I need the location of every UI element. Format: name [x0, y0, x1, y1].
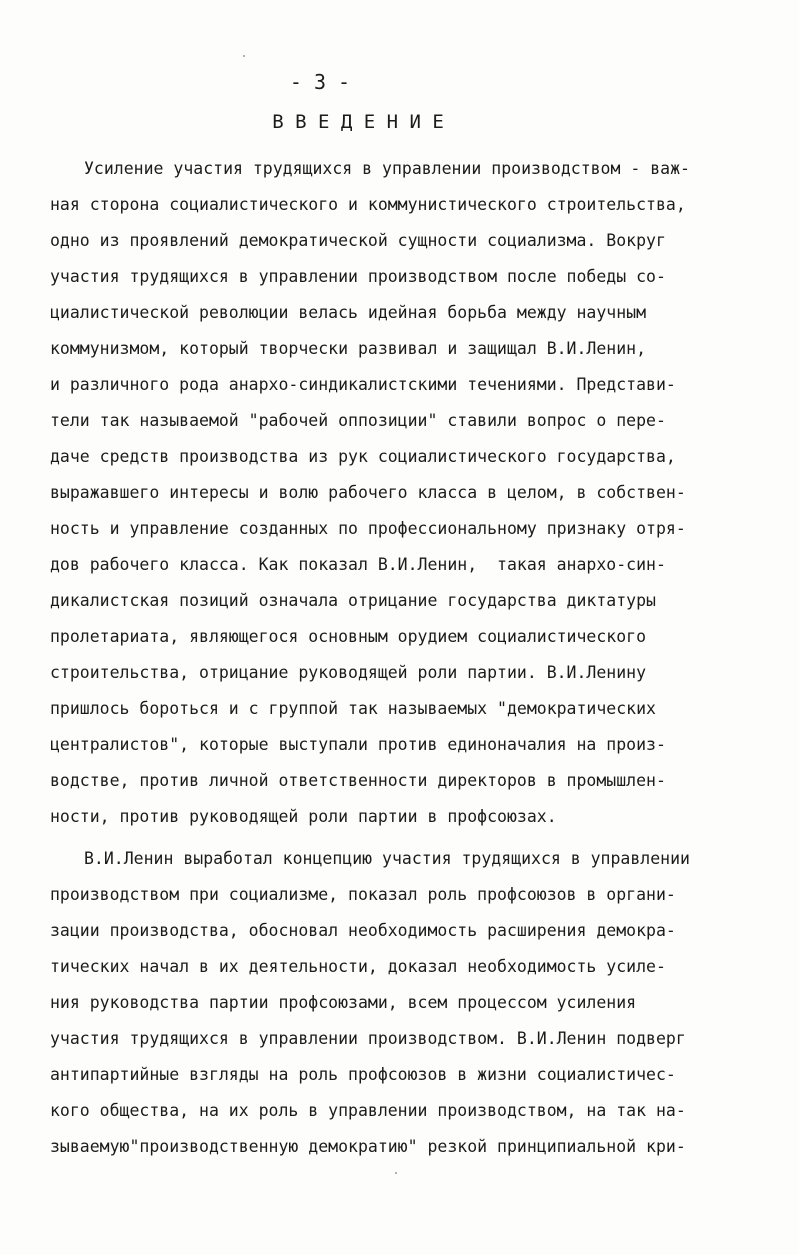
text-line: выражавшего интересы и волю рабочего класса в целом, в собствен-: [50, 483, 686, 502]
text-line: пролетариата, являющегося основным орудием социалистического: [50, 627, 647, 646]
text-line: циалистической революции велась идейная борьба между научным: [50, 303, 647, 322]
text-line: участия трудящихся в управлении производством. В.И.Ленин подверг: [50, 1029, 686, 1048]
text-line: одно из проявлений демократической сущности социализма. Вокруг: [50, 231, 666, 250]
text-line: тели так называемой "рабочей оппозиции" ставили вопрос о пере-: [50, 411, 666, 430]
text-line: даче средств производства из рук социалистического государства,: [50, 447, 676, 466]
text-line: ния руководства партии профсоюзами, всем процессом усиления: [50, 993, 637, 1012]
text-line: ная сторона социалистического и коммунистического строительства,: [50, 195, 686, 214]
text-line: зации производства, обосновал необходимость расширения демокра-: [50, 921, 676, 940]
paper-speck: [395, 1172, 397, 1174]
section-heading: В В Е Д Е Н И Е: [272, 111, 444, 133]
paper-speck: [243, 55, 245, 57]
text-line: централистов", которые выступали против единоначалия на произ-: [50, 735, 666, 754]
text-line: тических начал в их деятельности, доказал необходимость усиле-: [50, 957, 666, 976]
text-line: коммунизмом, который творчески развивал и защищал В.И.Ленин,: [50, 339, 647, 358]
text-line: участия трудящихся в управлении производством после победы со-: [50, 267, 666, 286]
text-line: В.И.Ленин выработал концепцию участия трудящихся в управлении: [84, 849, 690, 868]
text-line: водстве, против личной ответственности директоров в промышлен-: [50, 771, 666, 790]
text-line: Усиление участия трудящихся в управлении производством - важ-: [84, 159, 690, 178]
text-line: дов рабочего класса. Как показал В.И.Ленин, такая анархо-син-: [50, 555, 666, 574]
text-line: производством при социализме, показал роль профсоюзов в органи-: [50, 885, 676, 904]
text-line: ности, против руководящей роли партии в профсоюзах.: [50, 807, 557, 826]
page-number: - 3 -: [289, 70, 351, 94]
text-line: ность и управление созданных по профессиональному признаку отря-: [50, 519, 686, 538]
text-line: антипартийные взгляды на роль профсоюзов в жизни социалистичес-: [50, 1065, 676, 1084]
text-line: дикалистская позиций означала отрицание государства диктатуры: [50, 591, 656, 610]
text-line: зываемую"производственную демократию" резкой принципиальной кри-: [50, 1137, 686, 1156]
text-line: кого общества, на их роль в управлении производством, на так на-: [50, 1101, 686, 1120]
text-line: и различного рода анархо-синдикалистскими течениями. Представи-: [50, 375, 676, 394]
text-line: пришлось бороться и с группой так называемых "демократических: [50, 699, 656, 718]
text-line: строительства, отрицание руководящей роли партии. В.И.Ленину: [50, 663, 647, 682]
